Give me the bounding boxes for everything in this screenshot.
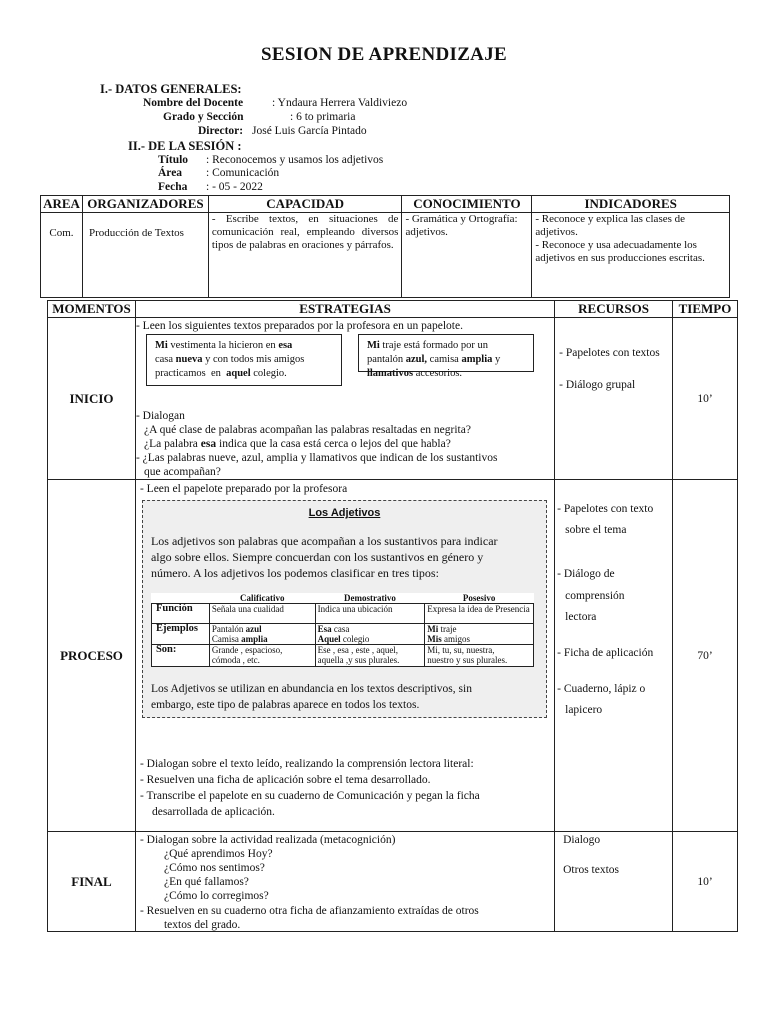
inicio-line: - Leen los siguientes textos preparados por la profesora en un papelote. <box>135 320 463 332</box>
inicio-line: ¿La palabra esa indica que la casa está cerca o lejos del que habla? <box>143 438 451 450</box>
adj-cell: Indica una ubicación <box>315 604 425 624</box>
final-line: ¿Qué aprendimos Hoy? <box>163 848 273 860</box>
inicio-line: - ¿Las palabras nueve, azul, amplia y llamativos que indican de los sustantivos <box>135 452 498 464</box>
box1-line: casa nueva y con todos mis amigos <box>154 354 305 365</box>
estrategias-proceso <box>135 480 554 832</box>
box1-line: practicamos en aquel colegio. <box>154 368 287 379</box>
recurso-item: - Diálogo de <box>557 568 615 580</box>
recursos-final <box>555 832 673 932</box>
adj-header: Demostrativo <box>315 593 425 604</box>
proceso-after-line: - Dialogan sobre el texto leído, realizando la comprensión lectora literal: <box>139 758 474 770</box>
adj-cell: Señala una cualidad <box>209 604 315 624</box>
adj-cell: Mi traje Mis amigos <box>425 624 534 645</box>
director-label: Director: <box>198 125 244 137</box>
docente-value: : Yndaura Herrera Valdiviezo <box>272 97 408 109</box>
page-title: SESION DE APRENDIZAJE <box>261 44 507 65</box>
final-line: - Dialogan sobre la actividad realizada (metacognición) <box>139 834 396 846</box>
datos-generales-heading: I.- DATOS GENERALES: <box>100 82 242 96</box>
adj-header: Posesivo <box>425 593 534 604</box>
tiempo-inicio: 10’ <box>673 318 738 480</box>
area-label: Área <box>158 167 183 179</box>
adjetivos-para2-line: Los Adjetivos se utilizan en abundancia en los textos descriptivos, sin <box>150 683 472 695</box>
recursos-proceso <box>555 480 673 832</box>
recurso-item: - Papelotes con textos <box>559 347 660 359</box>
box2-line: llamativos accesorios. <box>366 368 463 379</box>
header-tiempo: TIEMPO <box>673 301 738 318</box>
capacidad-cell: - Escribe textos, en situaciones de comunicación real, empleando diversos tipos de palabras en oraciones y párrafos. <box>208 213 402 298</box>
adjetivos-para2-line: embargo, este tipo de palabras aparece en todos los textos. <box>150 699 420 711</box>
proceso-after-line: desarrollada de aplicación. <box>151 806 275 818</box>
docente-label: Nombre del Docente <box>143 97 244 109</box>
area-value: : Comunicación <box>206 167 280 179</box>
momentos-table <box>47 300 738 932</box>
tiempo-final: 10’ <box>673 832 738 932</box>
indicadores-cell <box>532 213 730 298</box>
final-line: textos del grado. <box>163 919 241 931</box>
adj-row-label: Función <box>151 604 209 624</box>
proceso-after-line: - Transcribe el papelote en su cuaderno de Comunicación y pegan la ficha <box>139 790 480 802</box>
final-line: ¿Cómo nos sentimos? <box>163 862 265 874</box>
titulo-value: : Reconocemos y usamos los adjetivos <box>206 154 384 166</box>
adjetivos-para1-line: número. A los adjetivos los podemos clasificar en tres tipos: <box>150 566 439 580</box>
clasificacion-table <box>151 593 534 667</box>
recurso-item: lectora <box>565 611 597 623</box>
area-cell: Com. <box>41 213 83 298</box>
box1-line: Mi vestimenta la hicieron en esa <box>154 340 293 351</box>
adj-row-label: Ejemplos <box>151 624 209 645</box>
momento-inicio: INICIO <box>48 318 136 480</box>
indicador-item: - Reconoce y usa adecuadamente los adjetivos en sus producciones escritas. <box>535 239 705 264</box>
recurso-item: sobre el tema <box>565 524 627 536</box>
adjetivos-title: Los Adjetivos <box>308 507 381 519</box>
header-indicadores: INDICADORES <box>532 196 730 213</box>
adj-cell: Mi, tu, su, nuestra, nuestro y sus plurales. <box>425 645 534 667</box>
recursos-inicio <box>555 318 673 480</box>
texto-box-1 <box>146 334 342 386</box>
adjetivos-para1-line: Los adjetivos son palabras que acompañan a los sustantivos para indicar <box>150 534 498 548</box>
fecha-value: : - 05 - 2022 <box>206 181 263 193</box>
final-line: ¿En qué fallamos? <box>163 876 249 888</box>
grado-label: Grado y Sección <box>163 111 244 123</box>
tiempo-proceso: 70’ <box>673 480 738 832</box>
adjetivos-para1-line: algo sobre ellos. Siempre concuerdan con los sustantivos en género y <box>150 550 484 564</box>
header-organizadores: ORGANIZADORES <box>82 196 208 213</box>
recurso-item: lapicero <box>565 704 603 716</box>
header-capacidad: CAPACIDAD <box>208 196 402 213</box>
header-conocimiento: CONOCIMIENTO <box>402 196 532 213</box>
adj-cell: Grande , espacioso, cómoda , etc. <box>209 645 315 667</box>
adj-header: Calificativo <box>209 593 315 604</box>
header-estrategias: ESTRATEGIAS <box>135 301 554 318</box>
header-momentos: MOMENTOS <box>48 301 136 318</box>
indicador-item: - Reconoce y explica las clases de adjetivos. <box>535 213 686 238</box>
papelote-adjetivos <box>142 500 547 718</box>
adj-cell: Esa casa Aquel colegio <box>315 624 425 645</box>
conocimiento-cell: - Gramática y Ortografía: adjetivos. <box>402 213 532 298</box>
final-line: ¿Cómo lo corregimos? <box>163 890 269 902</box>
proceso-intro: - Leen el papelote preparado por la profesora <box>139 483 348 495</box>
estrategias-final <box>135 832 554 932</box>
inicio-line: que acompañan? <box>143 466 221 478</box>
adj-cell: Pantalón azul Camisa amplia <box>209 624 315 645</box>
titulo-label: Título <box>158 154 189 166</box>
header-area: AREA <box>41 196 83 213</box>
fecha-label: Fecha <box>158 181 188 193</box>
recurso-item: - Papelotes con texto <box>557 503 654 515</box>
sesion-heading: II.- DE LA SESIÓN : <box>128 139 242 153</box>
recurso-item: - Cuaderno, lápiz o <box>557 683 646 695</box>
final-line: - Resuelven en su cuaderno otra ficha de afianzamiento extraídas de otros <box>139 905 479 917</box>
recurso-item: Dialogo <box>563 834 601 846</box>
proceso-after-line: - Resuelven una ficha de aplicación sobre el tema desarrollado. <box>139 774 431 786</box>
box2-line: Mi traje está formado por un <box>366 340 488 351</box>
texto-box-2 <box>358 334 534 379</box>
adj-cell: Expresa la idea de Presencia <box>425 604 534 624</box>
adj-cell: Ese , esa , este , aquel, aquella ,y sus plurales. <box>315 645 425 667</box>
momento-final: FINAL <box>48 832 136 932</box>
box2-line: pantalón azul, camisa amplia y <box>366 354 501 365</box>
estrategias-inicio <box>135 318 554 480</box>
recurso-item: Otros textos <box>563 864 620 876</box>
grado-value: : 6 to primaria <box>290 111 356 123</box>
inicio-line: ¿A qué clase de palabras acompañan las palabras resaltadas en negrita? <box>143 424 471 436</box>
inicio-line: - Dialogan <box>135 410 185 422</box>
recurso-item: - Diálogo grupal <box>559 379 636 391</box>
recurso-item: comprensión <box>565 590 625 602</box>
capacidades-table <box>40 195 730 298</box>
recurso-item: - Ficha de aplicación <box>557 647 654 659</box>
organizador-cell: Producción de Textos <box>82 213 208 298</box>
director-value: José Luis García Pintado <box>252 125 367 137</box>
momento-proceso: PROCESO <box>48 480 136 832</box>
header-recursos: RECURSOS <box>555 301 673 318</box>
adj-row-label: Son: <box>151 645 209 667</box>
